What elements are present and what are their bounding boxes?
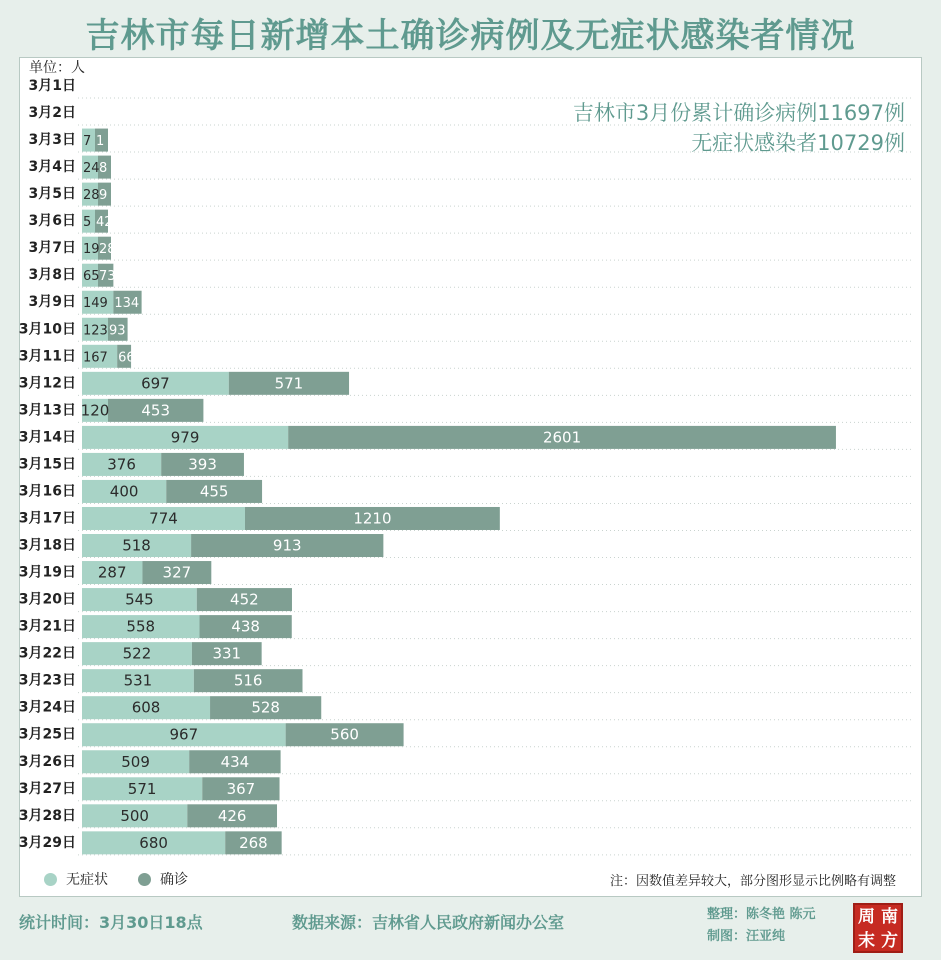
data-label-confirmed: 393	[188, 455, 217, 474]
data-label-asymptomatic: 518	[122, 536, 151, 555]
data-label-asymptomatic: 24	[83, 161, 100, 177]
data-label-asymptomatic: 522	[122, 644, 152, 663]
category-label: 3月7日	[28, 240, 76, 257]
summary-box	[573, 98, 905, 158]
data-label-asymptomatic: 509	[121, 752, 150, 771]
data-label-confirmed: 9	[99, 188, 108, 204]
data-label-asymptomatic: 531	[123, 671, 153, 690]
category-label: 3月3日	[28, 132, 76, 149]
data-label-asymptomatic: 400	[109, 482, 139, 501]
unit-label: 单位：人	[29, 60, 85, 76]
legend	[44, 869, 218, 889]
seal-char: 周	[858, 907, 875, 927]
category-label: 3月6日	[28, 213, 76, 230]
data-label-confirmed: 1210	[353, 509, 392, 528]
data-label-asymptomatic: 608	[131, 698, 161, 717]
data-label-asymptomatic: 500	[120, 806, 149, 825]
data-label-confirmed: 426	[217, 806, 247, 825]
data-label-asymptomatic: 680	[139, 833, 168, 852]
data-label-confirmed: 66	[118, 350, 135, 366]
data-label-confirmed: 367	[226, 779, 256, 798]
data-label-confirmed: 453	[141, 401, 171, 420]
data-label-asymptomatic: 979	[170, 428, 200, 447]
category-label: 3月11日	[18, 348, 76, 365]
data-label-confirmed: 8	[99, 161, 108, 177]
data-label-confirmed: 528	[251, 698, 280, 717]
data-label-asymptomatic: 28	[83, 188, 100, 204]
credits	[707, 904, 816, 948]
category-label: 3月19日	[18, 564, 76, 581]
data-label-confirmed: 42	[96, 215, 113, 231]
stat-time: 统计时间：3月30日18点	[19, 913, 203, 932]
data-label-asymptomatic: 149	[83, 296, 108, 312]
summary-confirmed: 吉林市3月份累计确诊病例11697例	[572, 101, 905, 125]
data-source: 数据来源：吉林省人民政府新闻办公室	[292, 913, 565, 932]
category-label: 3月22日	[18, 645, 76, 662]
legend-label-confirmed: 确诊	[160, 872, 188, 888]
data-label-asymptomatic: 7	[83, 134, 92, 150]
data-label-asymptomatic: 65	[83, 269, 100, 285]
category-label: 3月8日	[28, 267, 76, 284]
category-label: 3月23日	[18, 672, 76, 689]
data-label-asymptomatic: 545	[125, 590, 154, 609]
data-label-asymptomatic: 123	[83, 323, 108, 339]
category-label: 3月21日	[18, 618, 76, 635]
data-label-asymptomatic: 5	[83, 215, 92, 231]
category-label: 3月29日	[18, 834, 76, 851]
data-label-asymptomatic: 774	[149, 509, 178, 528]
data-label-confirmed: 1	[96, 134, 105, 150]
category-label: 3月27日	[18, 780, 76, 797]
category-label: 3月18日	[18, 537, 76, 554]
data-label-confirmed: 434	[220, 752, 250, 771]
data-label-asymptomatic: 167	[83, 350, 108, 366]
data-label-confirmed: 571	[274, 374, 304, 393]
legend-swatch-confirmed	[138, 873, 151, 886]
category-label: 3月10日	[18, 321, 76, 338]
data-label-asymptomatic: 967	[169, 725, 199, 744]
category-label: 3月25日	[18, 726, 76, 743]
editors-credit: 整理：陈冬艳 陈元	[707, 907, 816, 922]
data-label-confirmed: 134	[114, 296, 140, 312]
data-label-confirmed: 331	[212, 644, 242, 663]
category-label: 3月28日	[18, 807, 76, 824]
category-label: 3月12日	[18, 375, 76, 392]
category-label: 3月5日	[28, 186, 76, 203]
category-label: 3月24日	[18, 699, 76, 716]
data-label-confirmed: 327	[162, 563, 192, 582]
seal-char: 方	[881, 931, 898, 951]
legend-label-asymptomatic: 无症状	[66, 872, 108, 888]
data-label-confirmed: 73	[99, 269, 116, 285]
data-label-asymptomatic: 558	[126, 617, 156, 636]
data-label-confirmed: 452	[230, 590, 259, 609]
data-label-confirmed: 2601	[542, 428, 582, 447]
data-label-confirmed: 28	[99, 242, 116, 258]
seal-char: 末	[858, 931, 875, 951]
data-label-confirmed: 516	[233, 671, 263, 690]
category-label: 3月20日	[18, 591, 76, 608]
data-label-confirmed: 438	[231, 617, 260, 636]
legend-item-confirmed	[138, 869, 188, 889]
category-label: 3月26日	[18, 753, 76, 770]
data-label-confirmed: 455	[199, 482, 229, 501]
seal-char: 南	[881, 907, 898, 927]
category-label: 3月14日	[18, 429, 76, 446]
data-label-asymptomatic: 376	[107, 455, 136, 474]
data-label-asymptomatic: 19	[83, 242, 100, 258]
category-label: 3月15日	[18, 456, 76, 473]
data-label-confirmed: 93	[109, 323, 126, 339]
category-label: 3月1日	[28, 78, 76, 94]
data-label-asymptomatic: 571	[127, 779, 157, 798]
chart-title: 吉林市每日新增本土确诊病例及无症状感染者情况	[85, 16, 856, 56]
summary-asymptomatic: 无症状感染者10729例	[691, 131, 905, 155]
category-label: 3月16日	[18, 483, 76, 500]
data-label-asymptomatic: 120	[80, 401, 110, 420]
category-label: 3月4日	[28, 159, 76, 176]
category-label: 3月17日	[18, 510, 76, 527]
category-label: 3月2日	[28, 105, 76, 122]
data-label-asymptomatic: 287	[97, 563, 127, 582]
category-label: 3月13日	[18, 402, 76, 419]
publisher-seal-logo	[853, 903, 903, 953]
data-label-asymptomatic: 697	[141, 374, 170, 393]
category-label: 3月9日	[28, 294, 76, 311]
data-label-confirmed: 560	[330, 725, 359, 744]
designer-credit: 制图：汪亚纯	[707, 929, 786, 944]
data-label-confirmed: 268	[239, 833, 268, 852]
legend-swatch-asymptomatic	[44, 873, 57, 886]
data-label-confirmed: 913	[272, 536, 302, 555]
scale-note: 注：因数值差异较大，部分图形显示比例略有调整	[609, 874, 896, 889]
legend-item-asymptomatic	[44, 869, 108, 889]
